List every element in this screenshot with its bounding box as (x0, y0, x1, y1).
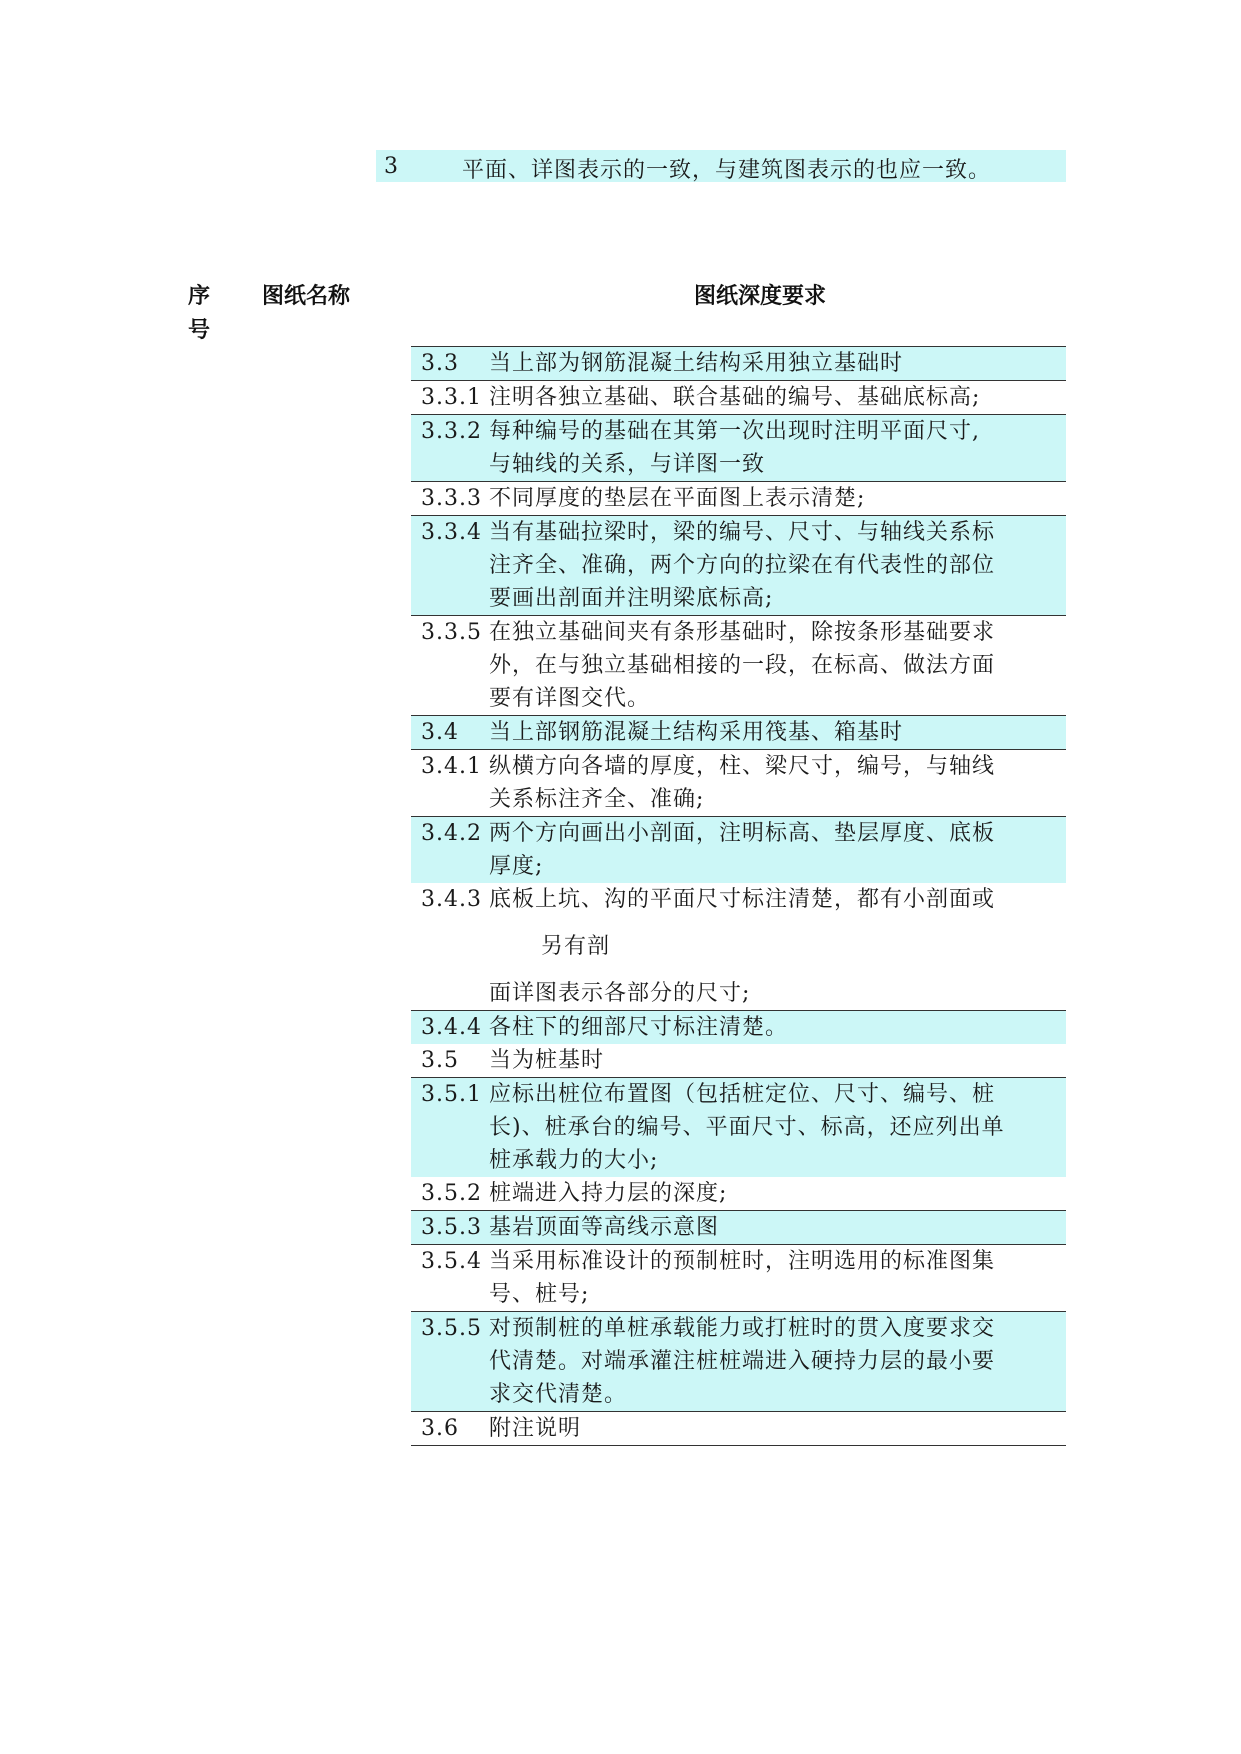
row-text-line: 号、桩号; (489, 1282, 590, 1307)
row-text-line: 桩端进入持力层的深度; (489, 1181, 728, 1206)
header-drawing-name: 图纸名称 (262, 284, 351, 309)
row-text (489, 347, 1066, 380)
table-row (411, 1078, 1066, 1177)
row-text (489, 516, 1066, 615)
table-row (411, 381, 1066, 415)
row-number: 3.3 (421, 351, 459, 376)
row-text-line: 厚度; (489, 854, 544, 879)
row-number: 3.5.2 (421, 1181, 482, 1206)
row-text (489, 1177, 1066, 1210)
row-text-line: 当为桩基时 (489, 1048, 605, 1073)
row-number: 3.3.1 (421, 385, 482, 410)
row-text (489, 1412, 1066, 1445)
table-row (411, 1412, 1066, 1446)
row-text-line: 当有基础拉梁时，梁的编号、尺寸、与轴线关系标 (489, 520, 996, 545)
row-text-line: 与轴线的关系，与详图一致 (489, 452, 766, 477)
row-number: 3.4.2 (421, 821, 482, 846)
row-text-line: 注齐全、准确，两个方向的拉梁在有代表性的部位 (489, 553, 996, 578)
row-text-line: 当上部为钢筋混凝土结构采用独立基础时 (489, 351, 904, 376)
row-text-line: 基岩顶面等高线示意图 (489, 1215, 720, 1240)
row-text-line: 外，在与独立基础相接的一段，在标高、做法方面 (489, 653, 996, 678)
row-text (489, 415, 1066, 481)
row-text (489, 482, 1066, 515)
row-text-line: 长)、桩承台的编号、平面尺寸、标高，还应列出单 (489, 1115, 1005, 1140)
table-row (411, 1245, 1066, 1312)
table-row (411, 616, 1066, 716)
table-row (411, 516, 1066, 616)
row-text-line: 每种编号的基础在其第一次出现时注明平面尺寸, (489, 419, 980, 444)
row-text-line: 当上部钢筋混凝土结构采用筏基、箱基时 (489, 720, 904, 745)
row-text-line: 要画出剖面并注明梁底标高; (489, 586, 774, 611)
requirements-table (411, 346, 1066, 1446)
row-number: 3.3.2 (421, 419, 482, 444)
row-number: 3.5.4 (421, 1249, 482, 1274)
row-number: 3.4 (421, 720, 459, 745)
row-text-line: 附注说明 (489, 1416, 582, 1441)
row-number: 3.4.1 (421, 754, 482, 779)
row-number: 3.3.4 (421, 520, 482, 545)
row-number: 3.5.3 (421, 1215, 482, 1240)
row-number: 3.4.3 (421, 887, 482, 912)
row-text-line: 求交代清楚。 (489, 1382, 628, 1407)
row-text (489, 1011, 1066, 1044)
top-row-number: 3 (384, 154, 398, 179)
row-text (489, 381, 1066, 414)
row-text-line: 两个方向画出小剖面，注明标高、垫层厚度、底板 (489, 821, 996, 846)
header-requirement: 图纸深度要求 (694, 284, 827, 309)
row-text-line: 不同厚度的垫层在平面图上表示清楚; (489, 486, 866, 511)
row-text-line: 关系标注齐全、准确; (489, 787, 705, 812)
row-text (489, 716, 1066, 749)
row-text-line: 当采用标准设计的预制桩时，注明选用的标准图集 (489, 1249, 996, 1274)
row-text-line: 另有剖 (541, 934, 611, 959)
header-seq: 序号 (188, 284, 211, 343)
row-number: 3.5 (421, 1048, 459, 1073)
table-row (411, 415, 1066, 482)
top-row (376, 150, 1066, 182)
table-row (411, 1211, 1066, 1245)
row-text-line: 面详图表示各部分的尺寸; (489, 981, 751, 1006)
table-row (411, 1011, 1066, 1044)
row-text (489, 616, 1066, 715)
row-text-line: 注明各独立基础、联合基础的编号、基础底标高; (489, 385, 981, 410)
table-row (411, 817, 1066, 883)
row-number: 3.3.5 (421, 620, 482, 645)
top-row-text: 平面、详图表示的一致，与建筑图表示的也应一致。 (462, 158, 992, 183)
row-text (489, 750, 1066, 816)
row-text-line: 纵横方向各墙的厚度，柱、梁尺寸，编号，与轴线 (489, 754, 996, 779)
row-text-line: 应标出桩位布置图（包括桩定位、尺寸、编号、桩 (489, 1082, 996, 1107)
row-text-line: 代清楚。对端承灌注桩桩端进入硬持力层的最小要 (489, 1349, 996, 1374)
row-text (489, 1211, 1066, 1244)
row-text-line: 各柱下的细部尺寸标注清楚。 (489, 1015, 789, 1040)
row-text-line: 在独立基础间夹有条形基础时，除按条形基础要求 (489, 620, 996, 645)
table-row (411, 347, 1066, 381)
row-text (489, 1078, 1066, 1177)
row-text-line: 桩承载力的大小; (489, 1148, 659, 1173)
row-number: 3.5.1 (421, 1082, 482, 1107)
row-number: 3.3.3 (421, 486, 482, 511)
row-text-line: 底板上坑、沟的平面尺寸标注清楚，都有小剖面或 (489, 887, 996, 912)
table-row (411, 482, 1066, 516)
row-number: 3.5.5 (421, 1316, 482, 1341)
row-text-line: 要有详图交代。 (489, 686, 651, 711)
row-text (489, 1245, 1066, 1311)
row-number: 3.4.4 (421, 1015, 482, 1040)
table-row (411, 883, 1066, 1011)
table-row (411, 1044, 1066, 1078)
row-number: 3.6 (421, 1416, 459, 1441)
row-text (489, 817, 1066, 883)
row-text (489, 1312, 1066, 1411)
table-row (411, 1312, 1066, 1412)
table-row (411, 750, 1066, 817)
table-row (411, 716, 1066, 750)
row-text (489, 1044, 1066, 1077)
table-row (411, 1177, 1066, 1211)
row-text (489, 883, 1066, 1010)
row-text-line: 对预制桩的单桩承载能力或打桩时的贯入度要求交 (489, 1316, 996, 1341)
